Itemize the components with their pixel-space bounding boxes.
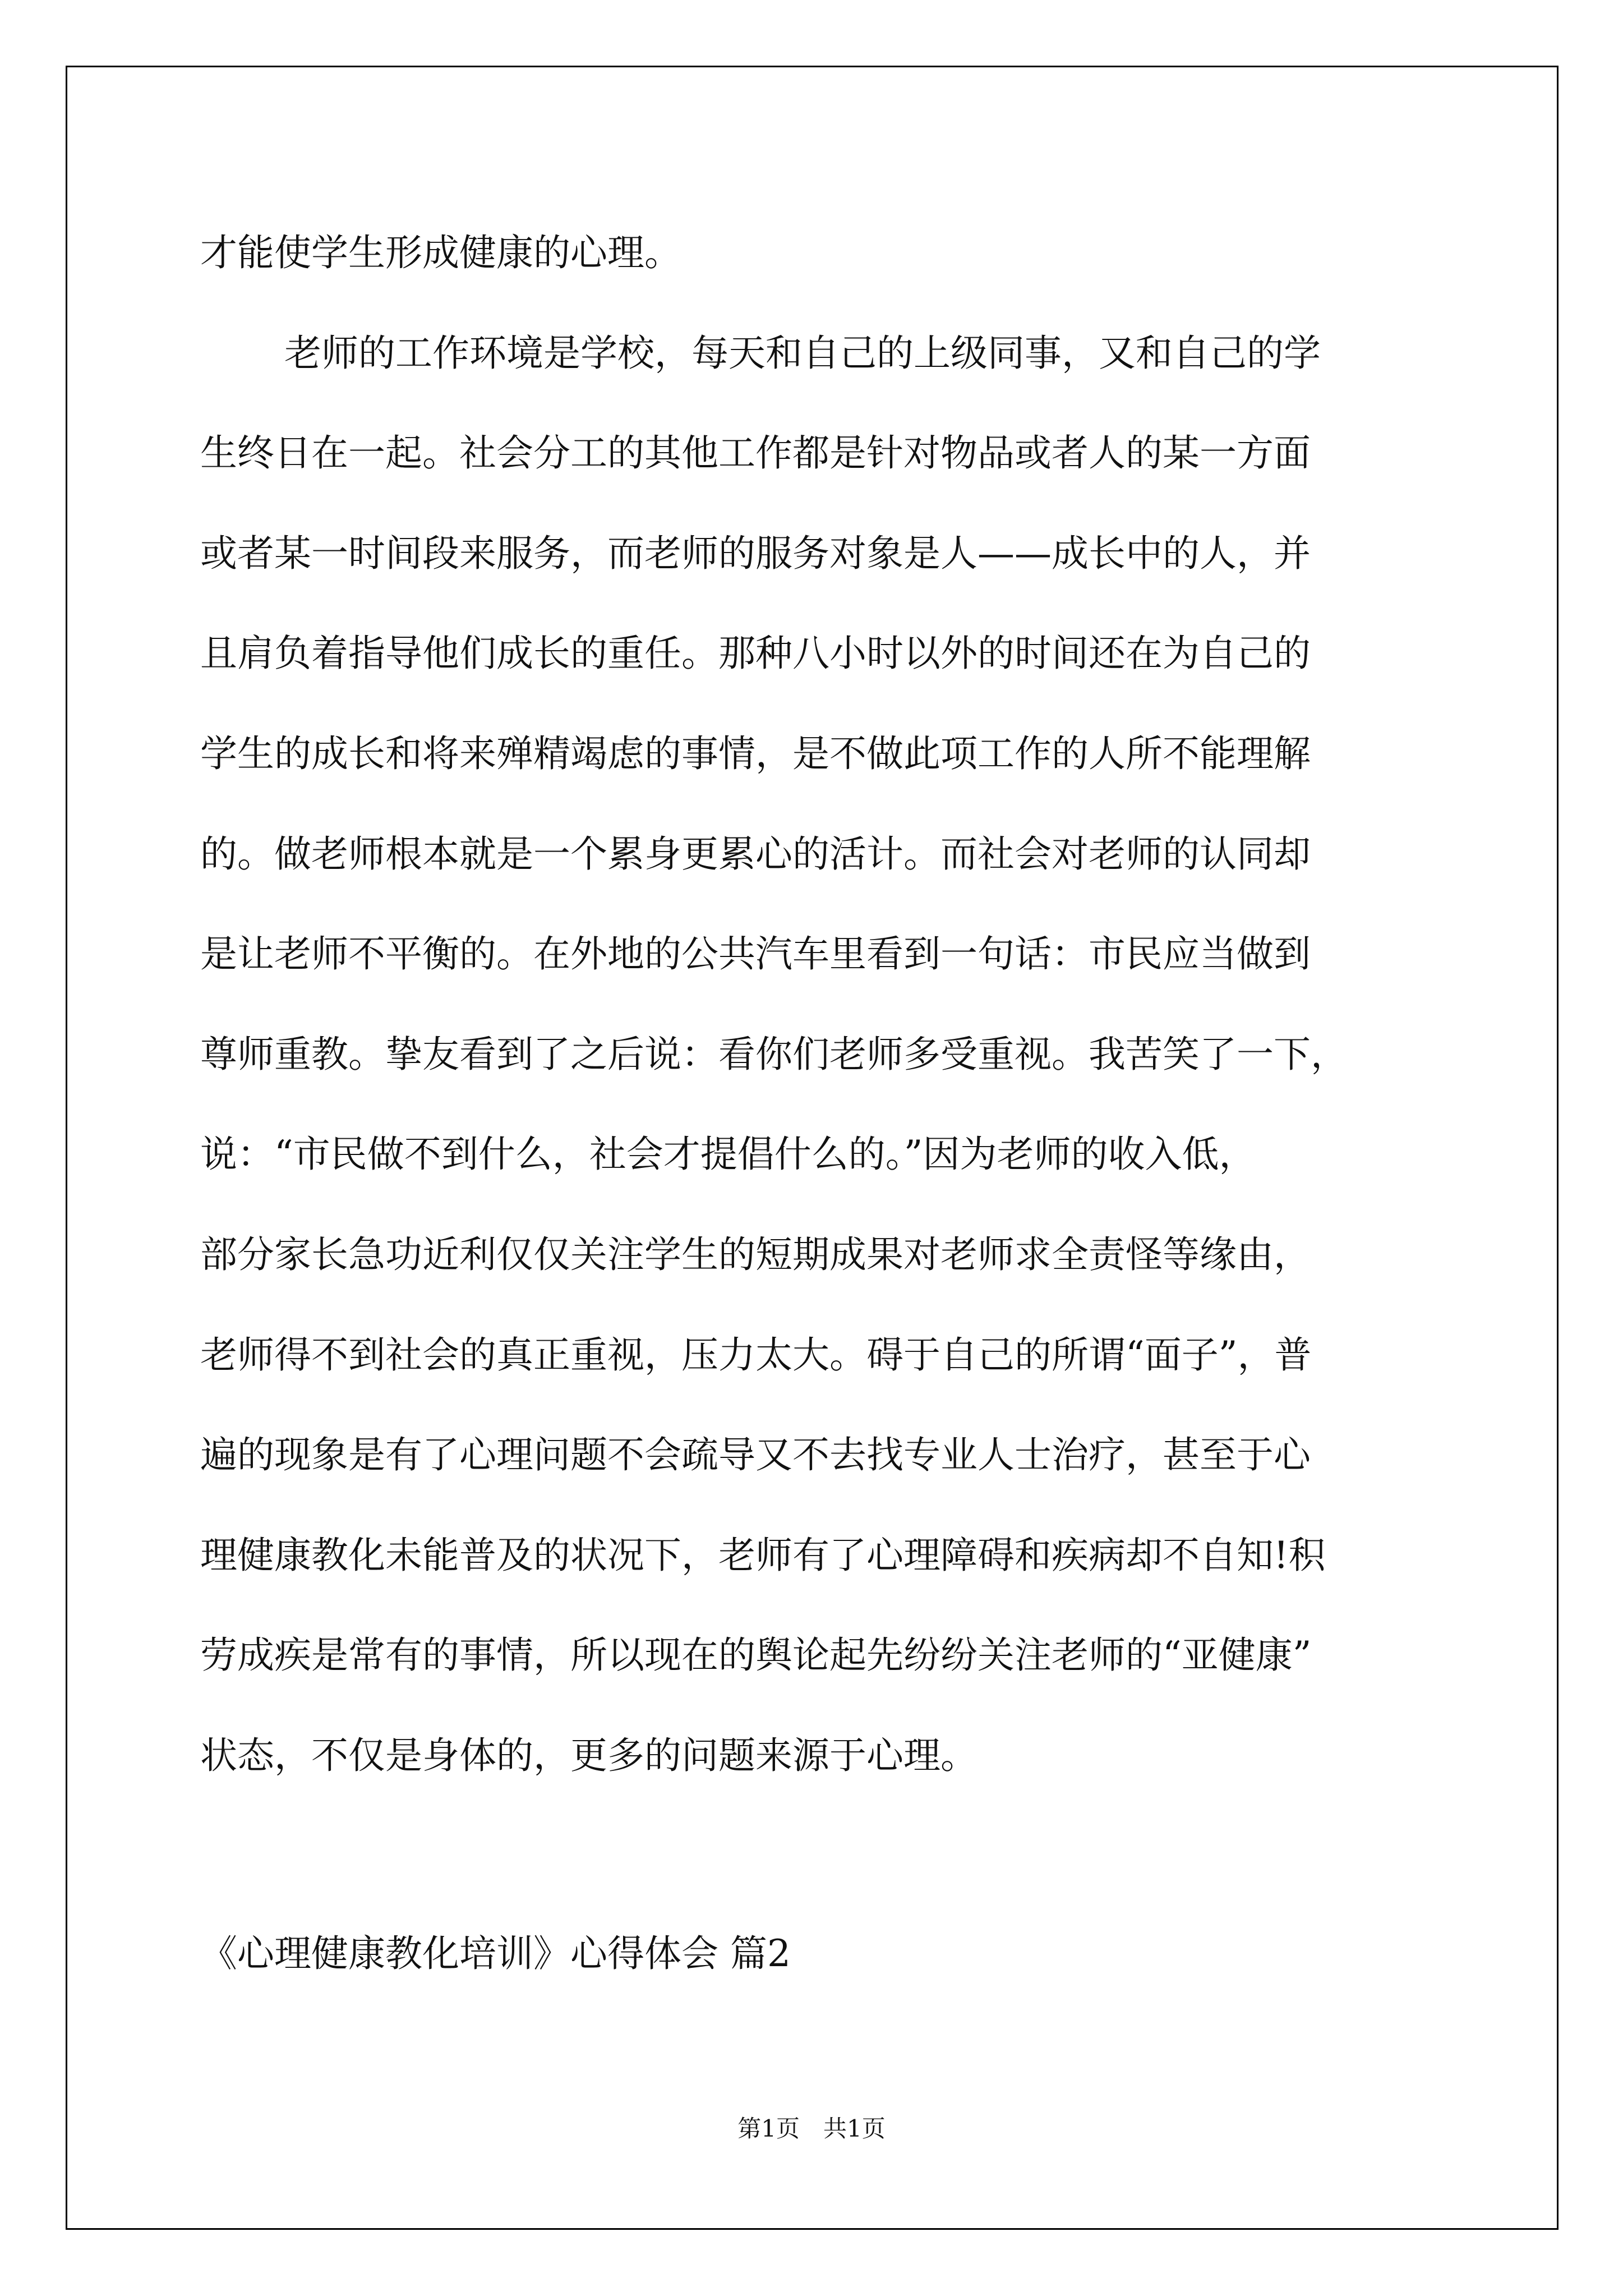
body-line: 劳成疾是常有的事情，所以现在的舆论起先纷纷关注老师的“亚健康” (200, 1634, 1312, 1677)
page-footer: 第1页 共1页 (737, 2115, 886, 2142)
body-line: 部分家长急功近利仅仅关注学生的短期成果对老师求全责怪等缘由， (200, 1232, 1311, 1276)
body-line: 遍的现象是有了心理问题不会疏导又不去找专业人士治疗，甚至于心 (200, 1433, 1311, 1477)
body-line: 老师得不到社会的真正重视，压力太大。碍于自己的所谓“面子”，普 (200, 1333, 1312, 1377)
body-line: 老师的工作环境是学校，每天和自己的上级同事，又和自己的学 (284, 331, 1321, 375)
body-line: 学生的成长和将来殚精竭虑的事情，是不做此项工作的人所不能理解 (200, 731, 1311, 775)
section-heading: 《心理健康教化培训》心得体会 篇2 (200, 1932, 791, 1975)
body-line: 尊师重教。挚友看到了之后说：看你们老师多受重视。我苦笑了一下， (200, 1032, 1348, 1076)
body-line: 的。做老师根本就是一个累身更累心的活计。而社会对老师的认同却 (200, 832, 1311, 876)
body-line: 或者某一时间段来服务，而老师的服务对象是人——成长中的人，并 (200, 531, 1311, 575)
body-line: 是让老师不平衡的。在外地的公共汽车里看到一句话：市民应当做到 (200, 932, 1311, 976)
body-line: 且肩负着指导他们成长的重任。那种八小时以外的时间还在为自己的 (200, 632, 1311, 675)
body-line: 说：“市民做不到什么，社会才提倡什么的。”因为老师的收入低， (200, 1133, 1256, 1176)
document-body (200, 203, 1434, 1806)
body-line: 生终日在一起。社会分工的其他工作都是针对物品或者人的某一方面 (200, 431, 1311, 475)
body-line: 状态，不仅是身体的，更多的问题来源于心理。 (200, 1733, 978, 1777)
body-line: 才能使学生形成健康的心理。 (200, 231, 681, 274)
body-line: 理健康教化未能普及的状况下，老师有了心理障碍和疾病却不自知!积 (200, 1533, 1326, 1577)
